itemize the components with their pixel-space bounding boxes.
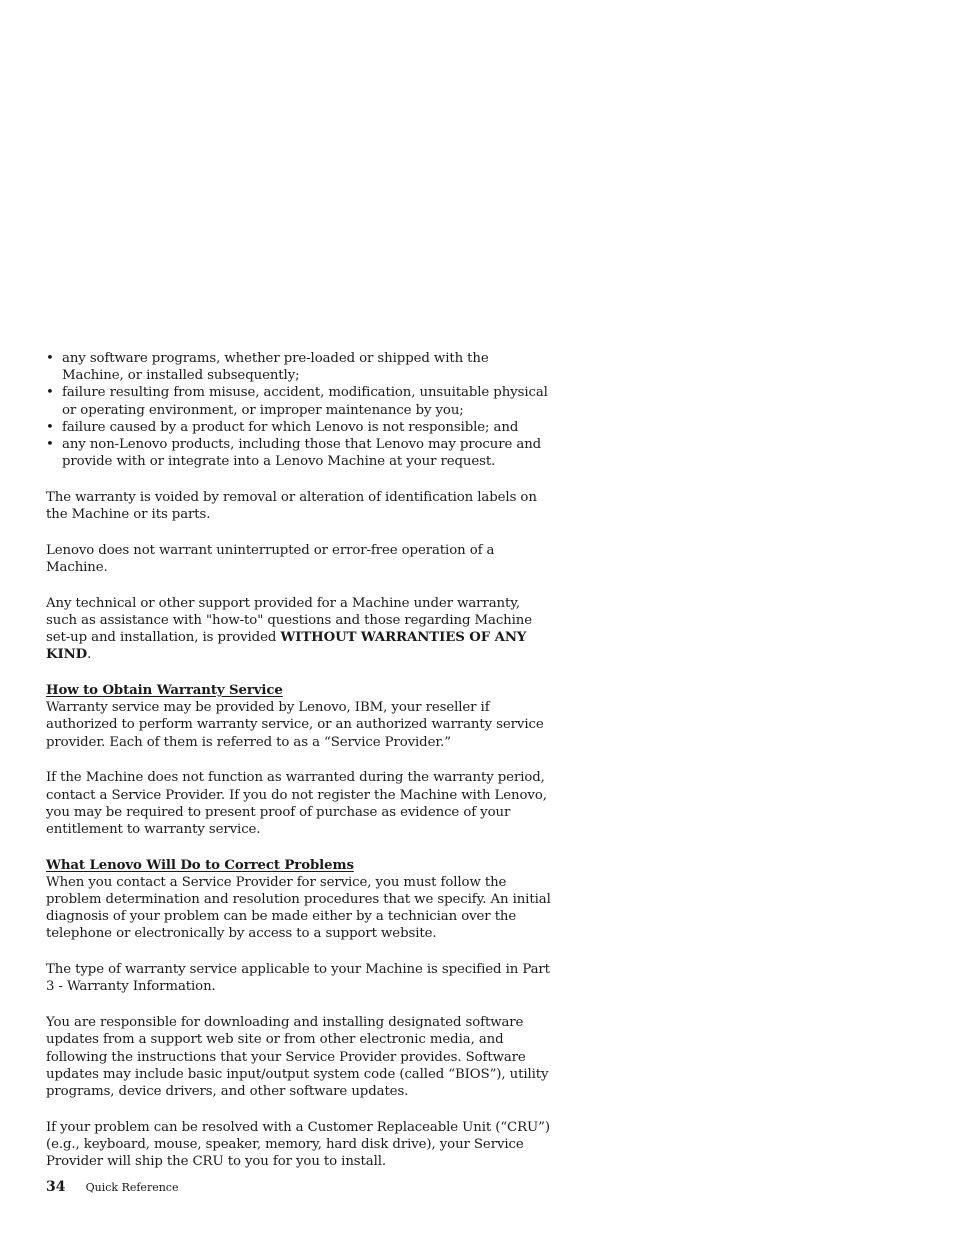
list-item: • any non-Lenovo products, including those that Lenovo may procure and provide with or integrate into a Lenovo Machine at your request.: [46, 436, 554, 470]
list-item: • failure caused by a product for which Lenovo is not responsible; and: [46, 419, 554, 436]
paragraph-cru: If your problem can be resolved with a Customer Replaceable Unit (“CRU”) (e.g., keyboard, mouse, speaker, memory, hard disk drive), your Service Provider will ship the CRU to you for you to install.: [46, 1119, 550, 1170]
paragraph-no-warrant: Lenovo does not warrant uninterrupted or error-free operation of a Machine.: [46, 542, 495, 576]
paragraph-contact-provider: If the Machine does not function as warranted during the warranty period, contact a Service Provider. If you do not register the Machine with Lenovo, you may be required to present proof of purchase as evidence of your entitlement to warranty service.: [46, 770, 547, 837]
paragraph-warranty-type: The type of warranty service applicable to your Machine is specified in Part 3 - Warranty Information.: [46, 962, 550, 995]
page-number: 34: [46, 1179, 66, 1195]
list-item: • failure resulting from misuse, accident, modification, unsuitable physical or operating environment, or improper maintenance by you;: [46, 384, 554, 418]
document-title: Quick Reference: [85, 1181, 179, 1194]
page-footer: [46, 1178, 178, 1197]
support-text: Any technical or other support provided for a Machine under warranty, such as assistance with "how-to" questions and those regarding Machine set-up and installation, is provided: [46, 595, 533, 646]
exclusions-list: [46, 350, 554, 470]
heading-correct-problems: What Lenovo Will Do to Correct Problems: [46, 857, 354, 873]
paragraph-service-providers: Warranty service may be provided by Lenovo, IBM, your reseller if authorized to perform warranty service, or an authorized warranty service provider. Each of them is referred to as a “Service Provider.”: [46, 700, 544, 750]
page-body: [46, 350, 554, 1170]
paragraph-software-updates: You are responsible for downloading and installing designated software updates from a support web site or from other electronic media, and following the instructions that your Service Provider provides. Software updates may include basic input/output system code (called “BIOS”), utility programs, device drivers, and other software updates.: [46, 1015, 549, 1099]
paragraph-problem-determination: When you contact a Service Provider for service, you must follow the problem determination and resolution procedures that we specify. An initial diagnosis of your problem can be made either by a technician over the telephone or electronically by access to a support website.: [46, 874, 551, 942]
support-period: .: [87, 647, 92, 663]
paragraph-voided: The warranty is voided by removal or alteration of identification labels on the Machine or its parts.: [46, 489, 537, 523]
paragraph-support: [46, 595, 554, 664]
list-item: • any software programs, whether pre-loaded or shipped with the Machine, or installed subsequently;: [46, 350, 554, 384]
heading-obtain-warranty-service: How to Obtain Warranty Service: [46, 683, 283, 699]
support-bold-text: WITHOUT WARRANTIES OF ANY KIND: [46, 630, 527, 663]
